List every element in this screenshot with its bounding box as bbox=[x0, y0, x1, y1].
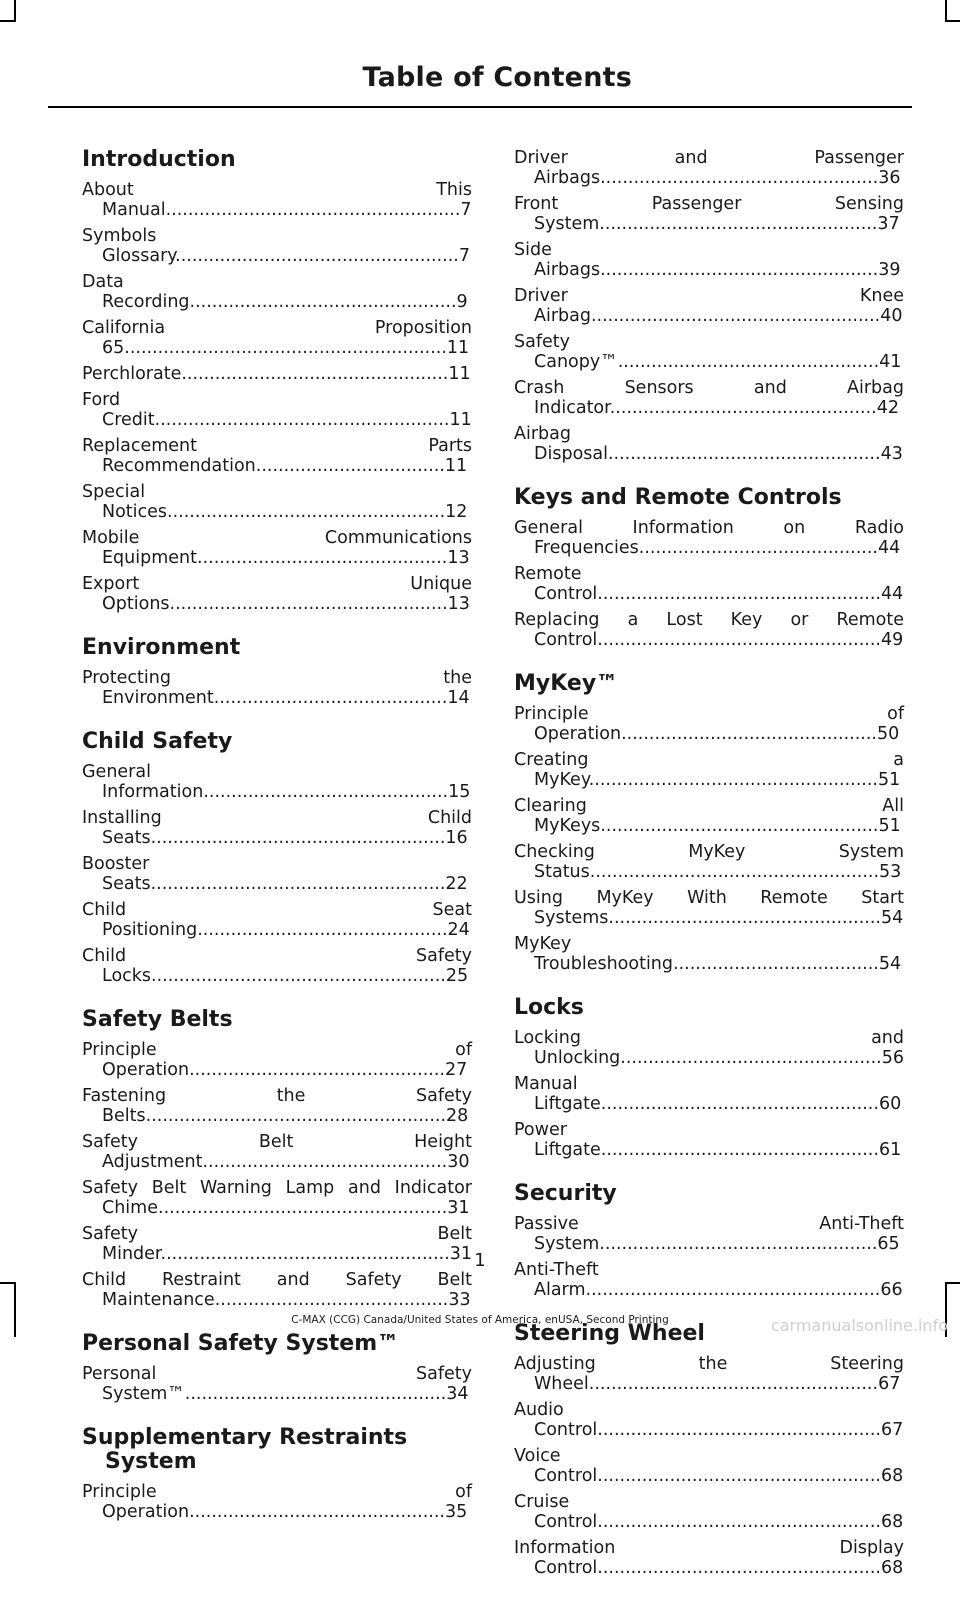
dot-leader: ............................................... bbox=[620, 1048, 882, 1068]
dot-leader: .............................................. bbox=[189, 1060, 445, 1080]
dot-leader: ..................................... bbox=[673, 954, 879, 974]
toc-entry-page: 15 bbox=[448, 782, 471, 802]
toc-section bbox=[514, 672, 904, 974]
toc-entry[interactable] bbox=[514, 1214, 904, 1254]
toc-entry-page: 44 bbox=[880, 584, 904, 604]
dot-leader: ................................................ bbox=[181, 364, 449, 384]
toc-entry-page: 66 bbox=[880, 1280, 903, 1300]
toc-entry-page: 28 bbox=[446, 1106, 469, 1126]
toc-entry-title: About This Manual bbox=[82, 180, 472, 220]
toc-entry[interactable] bbox=[514, 1400, 904, 1440]
toc-entry-page: 68 bbox=[880, 1512, 904, 1532]
toc-entry-title: Manual Liftgate bbox=[514, 1074, 601, 1114]
toc-entry-title: Driver Knee Airbag bbox=[514, 286, 904, 326]
dot-leader: ..................................................... bbox=[150, 828, 446, 848]
page-number: 1 bbox=[474, 1250, 486, 1271]
dot-leader: ..................................................... bbox=[150, 874, 446, 894]
dot-leader: ..................................................... bbox=[151, 966, 446, 986]
edition-footer: C-MAX (CCG) Canada/United States of America, enUSA, Second Printing bbox=[291, 1314, 669, 1326]
dot-leader: ..................................................... bbox=[165, 200, 461, 220]
toc-entry-page: 40 bbox=[880, 306, 903, 326]
dot-leader: ............................................... bbox=[617, 352, 880, 372]
toc-entry-title: Replacing a Lost Key or Remote Control bbox=[514, 610, 904, 650]
dot-leader: .................................. bbox=[255, 456, 445, 476]
dot-leader: .................................................... bbox=[158, 1198, 448, 1218]
toc-entry[interactable] bbox=[514, 1074, 904, 1114]
toc-entry-title: California Proposition 65 bbox=[82, 318, 472, 358]
toc-entry[interactable] bbox=[82, 390, 472, 430]
toc-entry-page: 65 bbox=[877, 1234, 900, 1254]
toc-entry[interactable] bbox=[82, 1364, 472, 1404]
toc-section bbox=[82, 1332, 472, 1404]
toc-entry-page: 67 bbox=[878, 1374, 901, 1394]
toc-entry-page: 12 bbox=[445, 502, 468, 522]
toc-entry-title: Personal Safety System™ bbox=[82, 1364, 472, 1404]
toc-entry-page: 27 bbox=[444, 1060, 468, 1080]
toc-entry-title: Anti-Theft Alarm bbox=[514, 1260, 599, 1300]
toc-entry-title: Passive Anti-Theft System bbox=[514, 1214, 904, 1254]
toc-entry-page: 35 bbox=[444, 1502, 468, 1522]
toc-entry[interactable] bbox=[514, 610, 904, 650]
toc-entry-title: Safety Belt Height Adjustment bbox=[82, 1132, 472, 1172]
toc-section bbox=[514, 486, 904, 650]
toc-entry-page: 54 bbox=[880, 908, 904, 928]
toc-entry[interactable] bbox=[82, 482, 472, 522]
crop-mark bbox=[945, 0, 947, 20]
dot-leader: ............................................. bbox=[197, 548, 448, 568]
toc-entry-title: Voice Control bbox=[514, 1446, 598, 1486]
toc-entry-title: Child Seat Positioning bbox=[82, 900, 472, 940]
toc-entry-page: 31 bbox=[447, 1198, 470, 1218]
toc-entry[interactable] bbox=[514, 1446, 904, 1486]
toc-entry[interactable] bbox=[82, 318, 472, 358]
toc-entry-list bbox=[82, 1482, 472, 1522]
toc-entry[interactable] bbox=[82, 272, 472, 312]
dot-leader: .................................................. bbox=[169, 594, 448, 614]
toc-entry-list bbox=[514, 704, 904, 974]
toc-entry-page: 13 bbox=[447, 548, 470, 568]
toc-left-column bbox=[82, 148, 472, 1544]
toc-entry-list bbox=[82, 1364, 472, 1404]
toc-entry-page: 41 bbox=[879, 352, 902, 372]
toc-entry-page: 68 bbox=[880, 1466, 904, 1486]
toc-entry-page: 68 bbox=[880, 1558, 904, 1578]
section-heading: Environment bbox=[82, 635, 241, 660]
toc-entry[interactable] bbox=[514, 1028, 904, 1068]
dot-leader: ............................................. bbox=[197, 920, 448, 940]
toc-entry-list bbox=[82, 668, 472, 708]
toc-entry-page: 49 bbox=[880, 630, 904, 650]
toc-entry-list bbox=[82, 762, 472, 986]
section-heading: Personal Safety System™ bbox=[82, 1331, 400, 1356]
toc-entry-title: Adjusting the Steering Wheel bbox=[514, 1354, 904, 1394]
dot-leader: .................................................... bbox=[588, 770, 878, 790]
dot-leader: ..................................................... bbox=[585, 1280, 881, 1300]
header-divider bbox=[48, 106, 912, 108]
section-heading: Security bbox=[514, 1181, 617, 1206]
toc-entry-title: Child Restraint and Safety Belt Maintenance bbox=[82, 1270, 472, 1310]
toc-entry[interactable] bbox=[82, 1040, 472, 1080]
toc-entry[interactable] bbox=[514, 1538, 904, 1578]
toc-entry[interactable] bbox=[514, 1492, 904, 1532]
toc-entry[interactable] bbox=[82, 574, 472, 614]
toc-entry-title: Clearing All MyKeys bbox=[514, 796, 904, 836]
dot-leader: .................................................. bbox=[600, 260, 879, 280]
dot-leader: ................................................ bbox=[609, 398, 877, 418]
dot-leader: .................................................. bbox=[600, 1140, 879, 1160]
toc-entry[interactable] bbox=[82, 900, 472, 940]
toc-section bbox=[82, 148, 472, 614]
toc-entry-page: 11 bbox=[449, 410, 472, 430]
toc-entry-page: 31 bbox=[449, 1244, 473, 1264]
toc-entry-title: Crash Sensors and Airbag Indicator bbox=[514, 378, 904, 418]
dot-leader: ................................................... bbox=[597, 1466, 881, 1486]
toc-entry[interactable] bbox=[514, 842, 904, 882]
dot-leader: .................................................. bbox=[599, 1234, 878, 1254]
toc-entry[interactable] bbox=[514, 750, 904, 790]
toc-entry-page: 37 bbox=[877, 214, 900, 234]
toc-entry-title: Principle of Operation bbox=[514, 704, 904, 744]
toc-entry-page: 7 bbox=[460, 200, 472, 220]
toc-entry[interactable] bbox=[514, 194, 904, 234]
section-heading: MyKey™ bbox=[514, 671, 619, 696]
toc-entry-page: 50 bbox=[876, 724, 900, 744]
dot-leader: .................................................. bbox=[167, 502, 446, 522]
toc-entry-page: 53 bbox=[879, 862, 902, 882]
dot-leader: ................................................... bbox=[597, 630, 881, 650]
dot-leader: ................................................ bbox=[189, 292, 457, 312]
toc-entry[interactable] bbox=[514, 286, 904, 326]
toc-entry-page: 25 bbox=[445, 966, 469, 986]
toc-entry-page: 60 bbox=[878, 1094, 902, 1114]
dot-leader: ................................................. bbox=[607, 444, 881, 464]
toc-entry[interactable] bbox=[82, 364, 472, 384]
toc-entry-title: General Information bbox=[82, 762, 204, 802]
toc-entry-page: 43 bbox=[880, 444, 903, 464]
dot-leader: ................................................... bbox=[597, 584, 881, 604]
section-heading: Steering Wheel bbox=[514, 1321, 705, 1346]
toc-entry[interactable] bbox=[82, 1270, 472, 1310]
dot-leader: .............................................. bbox=[189, 1502, 445, 1522]
toc-section bbox=[514, 996, 904, 1160]
dot-leader: ..................................................... bbox=[154, 410, 450, 430]
toc-entry[interactable] bbox=[514, 888, 904, 928]
dot-leader: .................................................. bbox=[600, 1094, 879, 1114]
toc-section bbox=[82, 1426, 472, 1522]
dot-leader: ........................................... bbox=[638, 538, 878, 558]
toc-entry[interactable] bbox=[514, 332, 904, 372]
toc-entry-page: 11 bbox=[448, 364, 471, 384]
crop-mark bbox=[14, 1282, 16, 1337]
toc-entry-title: Replacement Parts Recommendation bbox=[82, 436, 472, 476]
toc-entry-title: Installing Child Seats bbox=[82, 808, 472, 848]
toc-entry-title: Locking and Unlocking bbox=[514, 1028, 904, 1068]
toc-entry-title: Information Display Control bbox=[514, 1538, 904, 1578]
section-heading: Safety Belts bbox=[82, 1007, 233, 1032]
toc-entry[interactable] bbox=[82, 226, 472, 266]
toc-entry-page: 61 bbox=[878, 1140, 902, 1160]
toc-entry-title: Side Airbags bbox=[514, 240, 601, 280]
toc-entry-list bbox=[514, 1028, 904, 1160]
toc-right-column bbox=[514, 148, 904, 1600]
toc-entry-title: Using MyKey With Remote Start Systems bbox=[514, 888, 904, 928]
toc-section bbox=[514, 148, 904, 464]
toc-entry-list bbox=[514, 148, 904, 464]
toc-entry[interactable] bbox=[514, 518, 904, 558]
toc-entry-title: Checking MyKey System Status bbox=[514, 842, 904, 882]
crop-mark bbox=[0, 1282, 16, 1284]
toc-entry[interactable] bbox=[82, 1178, 472, 1218]
toc-section bbox=[82, 730, 472, 986]
toc-entry-title: Safety Canopy™ bbox=[514, 332, 618, 372]
dot-leader: .......................................... bbox=[214, 1290, 449, 1310]
dot-leader: ................................................... bbox=[597, 1512, 881, 1532]
toc-entry[interactable] bbox=[514, 424, 904, 464]
toc-entry-title: Airbag Disposal bbox=[514, 424, 608, 464]
toc-entry-title: Principle of Operation bbox=[82, 1040, 472, 1080]
dot-leader: .................................................... bbox=[160, 1244, 450, 1264]
toc-entry-page: 22 bbox=[445, 874, 468, 894]
dot-leader: .................................................... bbox=[590, 306, 881, 326]
toc-entry-title: Export Unique Options bbox=[82, 574, 472, 614]
toc-entry[interactable] bbox=[514, 148, 904, 188]
toc-entry-title: Principle of Operation bbox=[82, 1482, 472, 1522]
dot-leader: .................................................. bbox=[600, 168, 879, 188]
toc-entry-title: Front Passenger Sensing System bbox=[514, 194, 904, 234]
dot-leader: ................................................... bbox=[597, 1558, 881, 1578]
section-heading: Keys and Remote Controls bbox=[514, 485, 842, 510]
dot-leader: .................................................. bbox=[600, 816, 879, 836]
toc-entry[interactable] bbox=[82, 1086, 472, 1126]
toc-entry[interactable] bbox=[82, 528, 472, 568]
toc-entry[interactable] bbox=[82, 808, 472, 848]
toc-entry-title: Child Safety Locks bbox=[82, 946, 472, 986]
toc-section bbox=[514, 1182, 904, 1300]
toc-entry-page: 51 bbox=[877, 770, 901, 790]
toc-entry-title: Safety Belt Minder bbox=[82, 1224, 472, 1264]
toc-entry[interactable] bbox=[82, 946, 472, 986]
toc-entry-title: Mobile Communications Equipment bbox=[82, 528, 472, 568]
toc-entry-title: Power Liftgate bbox=[514, 1120, 601, 1160]
toc-entry-list bbox=[514, 1354, 904, 1578]
toc-entry[interactable] bbox=[514, 564, 904, 604]
toc-entry-page: 56 bbox=[881, 1048, 905, 1068]
section-heading: Introduction bbox=[82, 147, 236, 172]
toc-entry[interactable] bbox=[514, 704, 904, 744]
section-heading: Child Safety bbox=[82, 729, 233, 754]
toc-entry[interactable] bbox=[82, 180, 472, 220]
toc-entry-page: 24 bbox=[447, 920, 470, 940]
section-heading: Supplementary Restraints System bbox=[82, 1425, 408, 1474]
toc-entry-page: 11 bbox=[446, 338, 470, 358]
crop-mark bbox=[14, 0, 16, 20]
section-heading: Locks bbox=[514, 995, 584, 1020]
toc-entry[interactable] bbox=[82, 1482, 472, 1522]
dot-leader: ............................................ bbox=[203, 782, 449, 802]
toc-entry-page: 39 bbox=[878, 260, 901, 280]
toc-entry-title: Symbols Glossary bbox=[82, 226, 176, 266]
toc-entry-title: Safety Belt Warning Lamp and Indicator Chime bbox=[82, 1178, 472, 1218]
toc-entry-page: 51 bbox=[878, 816, 901, 836]
toc-entry-page: 34 bbox=[446, 1384, 469, 1404]
dot-leader: .................................................... bbox=[588, 1374, 879, 1394]
toc-entry[interactable] bbox=[514, 378, 904, 418]
dot-leader: ................................................... bbox=[175, 246, 459, 266]
toc-entry-page: 14 bbox=[447, 688, 470, 708]
toc-entry-title: General Information on Radio Frequencies bbox=[514, 518, 904, 558]
toc-entry-page: 36 bbox=[878, 168, 901, 188]
crop-mark bbox=[945, 1282, 960, 1284]
toc-entry-title: Perchlorate bbox=[82, 364, 182, 384]
toc-entry-page: 67 bbox=[880, 1420, 904, 1440]
toc-entry[interactable] bbox=[82, 436, 472, 476]
toc-entry[interactable] bbox=[514, 1354, 904, 1394]
dot-leader: ................................................... bbox=[597, 1420, 881, 1440]
toc-section bbox=[514, 1322, 904, 1578]
toc-entry-title: Special Notices bbox=[82, 482, 168, 522]
toc-entry-page: 7 bbox=[458, 246, 470, 266]
toc-entry[interactable] bbox=[82, 854, 472, 894]
toc-entry-page: 9 bbox=[456, 292, 468, 312]
toc-entry-title: Fastening the Safety Belts bbox=[82, 1086, 472, 1126]
toc-entry-page: 13 bbox=[447, 594, 470, 614]
crop-mark bbox=[0, 20, 16, 22]
toc-entry-page: 11 bbox=[444, 456, 468, 476]
toc-entry-title: Remote Control bbox=[514, 564, 598, 604]
watermark: carmanualsonline.info bbox=[770, 1316, 948, 1335]
toc-entry-title: Creating a MyKey bbox=[514, 750, 904, 790]
toc-section bbox=[82, 636, 472, 708]
toc-entry-page: 44 bbox=[878, 538, 901, 558]
toc-entry-list bbox=[82, 180, 472, 614]
toc-entry[interactable] bbox=[514, 240, 904, 280]
toc-entry-page: 30 bbox=[447, 1152, 470, 1172]
toc-entry-title: Cruise Control bbox=[514, 1492, 598, 1532]
page-title: Table of Contents bbox=[362, 62, 632, 93]
toc-entry-page: 33 bbox=[448, 1290, 471, 1310]
toc-entry-page: 16 bbox=[445, 828, 468, 848]
dot-leader: ............................................... bbox=[184, 1384, 447, 1404]
toc-entry[interactable] bbox=[514, 1120, 904, 1160]
dot-leader: .............................................. bbox=[621, 724, 877, 744]
toc-entry-title: Ford Credit bbox=[82, 390, 155, 430]
toc-entry-title: MyKey Troubleshooting bbox=[514, 934, 674, 974]
toc-entry-page: 42 bbox=[876, 398, 900, 418]
toc-entry-title: Audio Control bbox=[514, 1400, 598, 1440]
toc-entry-page: 54 bbox=[878, 954, 902, 974]
toc-entry-list bbox=[514, 518, 904, 650]
dot-leader: .......................................................... bbox=[124, 338, 447, 358]
dot-leader: ................................................. bbox=[608, 908, 881, 928]
dot-leader: ...................................................... bbox=[145, 1106, 447, 1126]
toc-entry-title: Data Recording bbox=[82, 272, 190, 312]
toc-entry-title: Driver and Passenger Airbags bbox=[514, 148, 904, 188]
dot-leader: .................................................. bbox=[599, 214, 878, 234]
toc-entry[interactable] bbox=[82, 762, 472, 802]
dot-leader: .................................................... bbox=[589, 862, 880, 882]
toc-entry-title: Protecting the Environment bbox=[82, 668, 472, 708]
toc-entry[interactable] bbox=[82, 1132, 472, 1172]
crop-mark bbox=[945, 20, 960, 22]
toc-entry[interactable] bbox=[514, 796, 904, 836]
toc-entry-title: Booster Seats bbox=[82, 854, 151, 894]
toc-entry[interactable] bbox=[514, 934, 904, 974]
toc-entry[interactable] bbox=[82, 668, 472, 708]
dot-leader: .......................................... bbox=[213, 688, 448, 708]
dot-leader: ............................................ bbox=[202, 1152, 448, 1172]
